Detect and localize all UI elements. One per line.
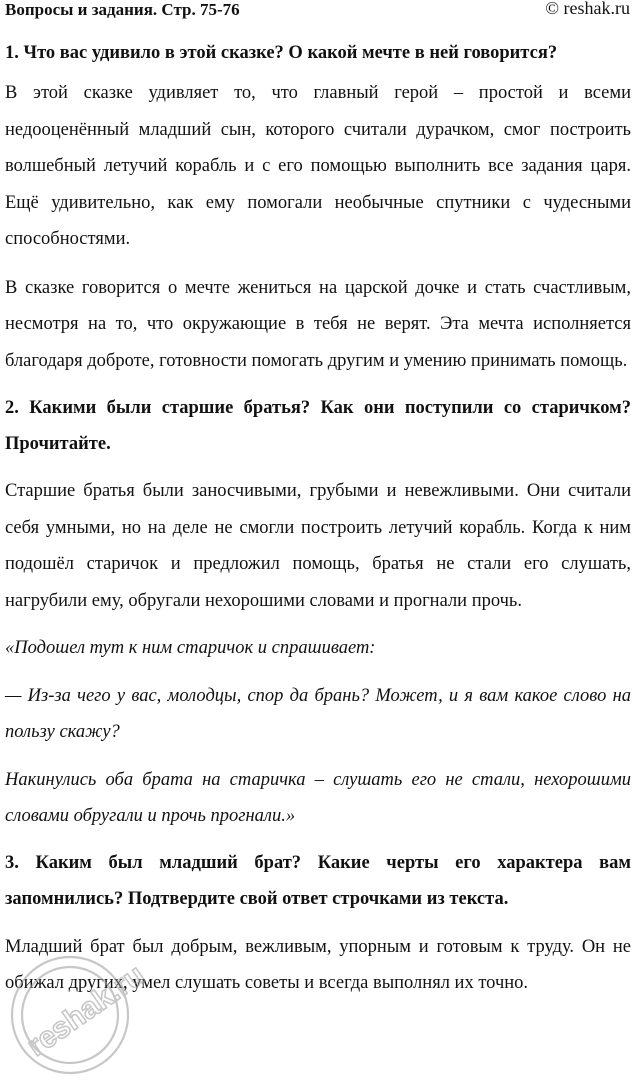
section-1	[5, 35, 631, 379]
quote-line-2: — Из-за чего у вас, молодцы, спор да брань? Может, и я вам какое слово на пользу скажу?	[5, 685, 631, 742]
section-3	[5, 845, 631, 1002]
answer-2-paragraph-1: Старшие братья были заносчивыми, грубыми и невежливыми. Они считали себя умными, но на деле не смогли построить летучий корабль. Когда к ним подошёл старичок и предложил помощь, братья не стали его слушать, нагрубили ему, обругали нехорошими словами и прогнали прочь.	[5, 481, 631, 611]
quote-line-3: Накинулись оба брата на старичка – слушать его не стали, нехорошими словами обругали и прочь прогнали.»	[5, 769, 631, 826]
question-1: 1. Что вас удивило в этой сказке? О какой мечте в ней говорится?	[5, 43, 558, 63]
answer-1-paragraph-2: В сказке говорится о мечте жениться на царской дочке и стать счастливым, несмотря на то, что окружающие в тебя не верят. Эта мечта исполняется благодаря доброте, готовности помогать другим и умению принимать помощь.	[5, 277, 631, 371]
quote-line-1: «Подошел тут к ним старичок и спрашивает:	[5, 638, 376, 658]
question-3: 3. Каким был младший брат? Какие черты его характера вам запомнились? Подтвердите свой ответ строчками из текста.	[5, 852, 631, 909]
answer-3-paragraph-1: Младший брат был добрым, вежливым, упорным и готовым к труду. Он не обижал других, умел слушать советы и всегда выполнял их точно.	[5, 936, 631, 993]
answer-1-paragraph-1: В этой сказке удивляет то, что главный герой – простой и всеми недооценённый младший сын, которого считали дурачком, смог построить волшебный летучий корабль и с его помощью выполнить все задания царя. Ещё удивительно, как ему помогали необычные спутники с чудесными способностями.	[5, 83, 631, 249]
question-2: 2. Какими были старшие братья? Как они поступили со старичком? Прочитайте.	[5, 398, 631, 454]
page-title: Вопросы и задания. Стр. 75-76	[5, 0, 240, 19]
svg-text:reshak.ru: reshak.ru	[21, 958, 151, 1063]
section-2	[5, 390, 631, 835]
site-credit: © reshak.ru	[545, 0, 630, 18]
page-header	[5, 0, 631, 22]
